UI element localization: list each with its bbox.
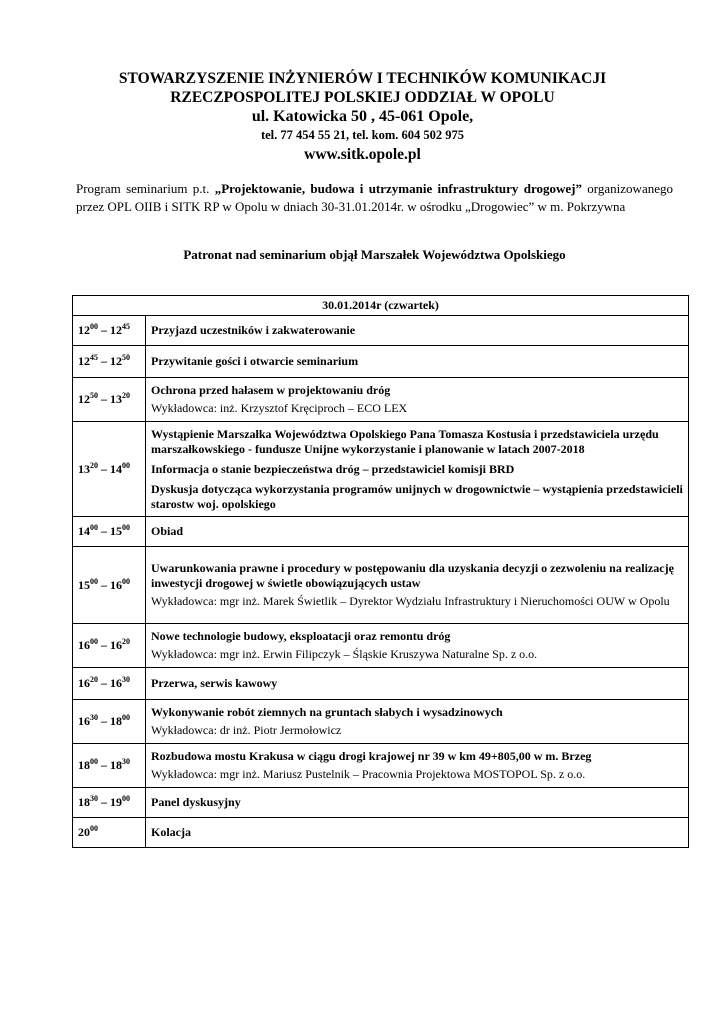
schedule-table	[72, 295, 689, 848]
schedule-row	[73, 624, 689, 668]
schedule-row	[73, 744, 689, 788]
schedule-row	[73, 547, 689, 624]
event-cell	[146, 316, 689, 346]
event-title: Przyjazd uczestników i zakwaterowanie	[151, 323, 356, 337]
schedule-row	[73, 788, 689, 818]
event-cell	[146, 668, 689, 700]
time-cell: $16^{20} - 16^{30}$	[73, 668, 146, 700]
schedule-row	[73, 346, 689, 378]
event-title: Nowe technologie budowy, eksploatacji oraz remontu dróg	[151, 629, 451, 643]
intro-paragraph	[76, 180, 673, 215]
event-title: Przerwa, serwis kawowy	[151, 676, 278, 690]
time-cell: $18^{00} - 18^{30}$	[73, 744, 146, 788]
schedule-row	[73, 316, 689, 346]
org-website: www.sitk.opole.pl	[304, 146, 421, 163]
event-lecturer: Wykładowca: mgr inż. Marek Świetlik – Dyrektor Wydziału Infrastruktury i Nieruchomości OUW w Opolu	[151, 594, 670, 608]
event-cell	[146, 422, 689, 517]
event-lecturer: Wykładowca: dr inż. Piotr Jermołowicz	[151, 723, 342, 737]
event-cell	[146, 517, 689, 547]
event-cell	[146, 378, 689, 422]
event-title: Informacja o stanie bezpieczeństwa dróg – przedstawiciel komisji BRD	[151, 461, 515, 476]
event-lecturer: Wykładowca: mgr inż. Mariusz Pustelnik – Pracownia Projektowa MOSTOPOL Sp. z o.o.	[151, 767, 586, 781]
time-cell: $16^{30} - 18^{00}$	[73, 700, 146, 744]
org-address: ul. Katowicka 50 , 45-061 Opole,	[251, 108, 474, 125]
event-title: Rozbudowa mostu Krakusa w ciągu drogi krajowej nr 39 w km 49+805,00 w m. Brzeg	[151, 749, 592, 763]
event-title: Obiad	[151, 524, 184, 538]
event-lecturer: Wykładowca: inż. Krzysztof Kręciproch – ECO LEX	[151, 401, 408, 415]
event-title: Uwarunkowania prawne i procedury w postępowaniu dla uzyskania decyzji o zezwoleniu na realizację inwestycji drogowej w świetle obowiązujących ustaw	[151, 561, 674, 590]
intro-prefix: Program seminarium p.t.	[76, 181, 215, 196]
seminar-title: „Projektowanie, budowa i utrzymanie infrastruktury drogowej”	[214, 181, 582, 196]
event-cell	[146, 818, 689, 848]
event-title: Wystąpienie Marszałka Województwa Opolskiego Pana Tomasza Kostusia i przedstawiciela urzędu marszałkowskiego - fundusze Unijne wykorzystanie i planowanie w latach 2007-2018	[151, 426, 659, 456]
event-title: Dyskusja dotycząca wykorzystania programów unijnych w drogownictwie – wystąpienia przedstawicieli starostw woj. opolskiego	[151, 481, 683, 511]
time-cell: $20^{00}$	[73, 818, 146, 848]
time-cell: $12^{45} - 12^{50}$	[73, 346, 146, 378]
schedule-row	[73, 818, 689, 848]
event-cell	[146, 547, 689, 624]
schedule-row	[73, 378, 689, 422]
event-title: Kolacja	[151, 825, 191, 839]
time-cell: $18^{30} - 19^{00}$	[73, 788, 146, 818]
event-lecturer: Wykładowca: mgr inż. Erwin Filipczyk – Śląskie Kruszywa Naturalne Sp. z o.o.	[151, 647, 538, 661]
time-cell: $15^{00} - 16^{00}$	[73, 547, 146, 624]
time-cell: $16^{00} - 16^{20}$	[73, 624, 146, 668]
schedule-day-row	[73, 296, 689, 316]
event-cell	[146, 788, 689, 818]
event-cell	[146, 624, 689, 668]
event-cell	[146, 346, 689, 378]
event-title: Przywitanie gości i otwarcie seminarium	[151, 354, 359, 368]
patronage-note: Patronat nad seminarium objął Marszałek Województwa Opolskiego	[183, 247, 566, 262]
event-cell	[146, 744, 689, 788]
event-cell	[146, 700, 689, 744]
time-cell: $14^{00} - 15^{00}$	[73, 517, 146, 547]
event-title: Panel dyskusyjny	[151, 795, 241, 809]
schedule-day: 30.01.2014r (czwartek)	[73, 296, 689, 316]
letterhead	[60, 69, 665, 165]
org-name-line1: STOWARZYSZENIE INŻYNIERÓW I TECHNIKÓW KOMUNIKACJI	[118, 70, 607, 87]
schedule-row	[73, 668, 689, 700]
org-phone: tel. 77 454 55 21, tel. kom. 604 502 975	[260, 128, 465, 142]
time-cell: $12^{00} - 12^{45}$	[73, 316, 146, 346]
schedule-row	[73, 517, 689, 547]
time-cell: $12^{50} - 13^{20}$	[73, 378, 146, 422]
intro-suffix: organizowanego przez OPL OIIB i SITK RP w Opolu w dniach 30-31.01.2014r. w ośrodku „Drogowiec” w m. Pokrzywna	[76, 181, 673, 214]
schedule-row	[73, 700, 689, 744]
org-name-line2: RZECZPOSPOLITEJ POLSKIEJ ODDZIAŁ W OPOLU	[170, 89, 555, 106]
event-title: Wykonywanie robót ziemnych na gruntach słabych i wysadzinowych	[151, 705, 503, 719]
event-title: Ochrona przed hałasem w projektowaniu dróg	[151, 383, 391, 397]
schedule-row	[73, 422, 689, 517]
time-cell: $13^{20} - 14^{00}$	[73, 422, 146, 517]
